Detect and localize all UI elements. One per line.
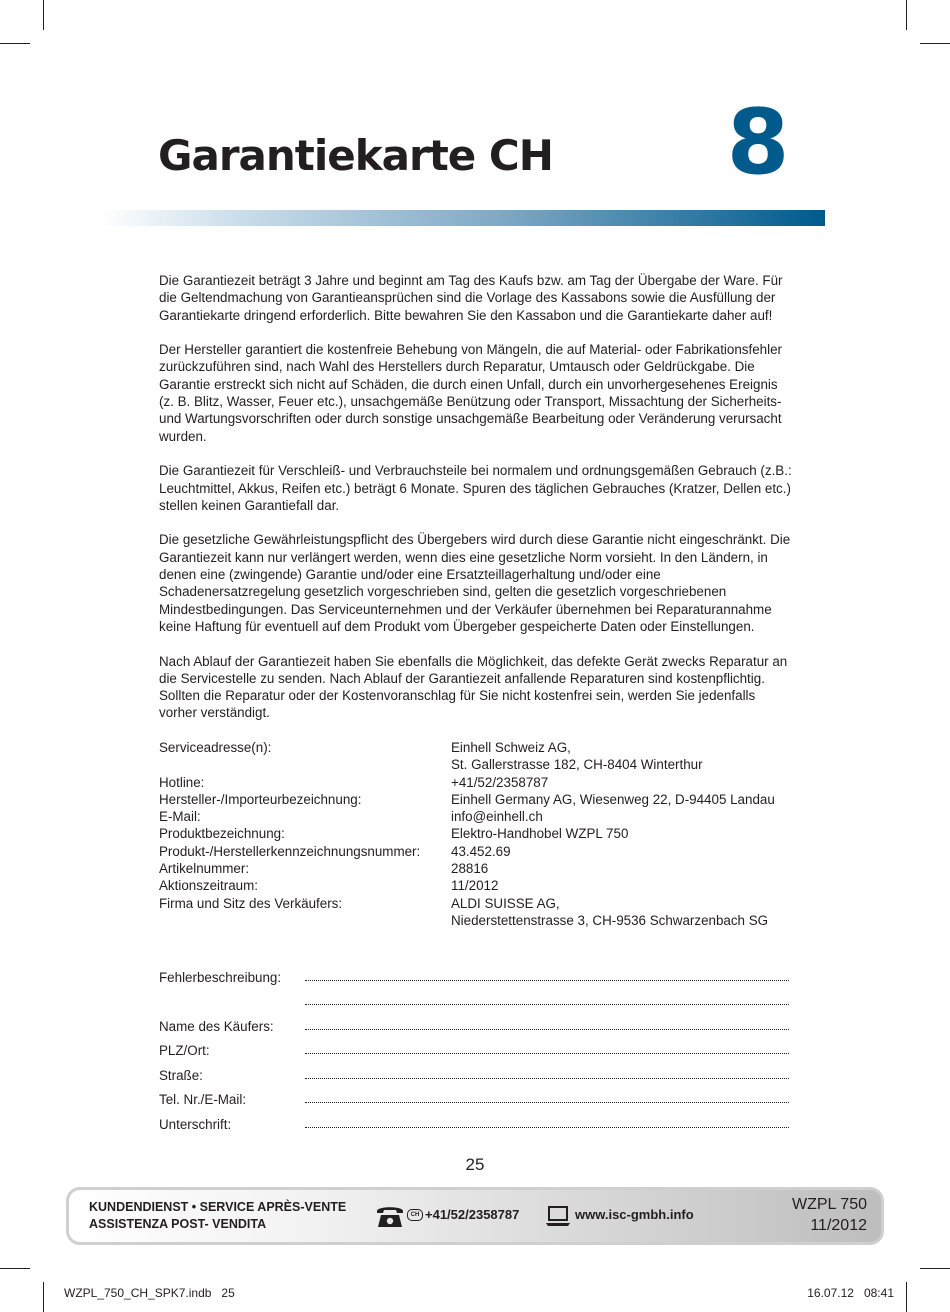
telephone-icon: [375, 1203, 405, 1229]
dotted-fill-line[interactable]: [305, 1052, 789, 1054]
info-label: Artikelnummer:: [159, 861, 250, 877]
dotted-fill-line[interactable]: [305, 1003, 789, 1005]
info-row: [159, 791, 799, 808]
dotted-fill-line[interactable]: [305, 979, 789, 981]
info-value: 11/2012: [451, 878, 499, 894]
hotline-number: +41/52/2358787: [425, 1207, 520, 1222]
info-label: Firma und Sitz des Verkäufers:: [159, 895, 343, 911]
page-number: 25: [465, 1155, 485, 1174]
info-value: Einhell Schweiz AG,: [451, 740, 571, 755]
footer-bar: [66, 1187, 884, 1245]
paragraph: Die Garantiezeit für Verschleiß- und Verbrauchsteile bei normalem und ordnungsgemäßen Gebrauch (z.B.: Leuchtmittel, Akkus, Reifen etc.) beträgt 6 Monate. Spuren des täglichen Gebrauches (Kratzer, Dellen etc.) stellen keinen Garantiefall dar.: [159, 463, 792, 513]
service-line-2: ASSISTENZA POST- VENDITA: [89, 1217, 267, 1231]
file-slug: WZPL_750_CH_SPK7.indb 25: [64, 1286, 235, 1300]
paragraph: Der Hersteller garantiert die kostenfreie Behebung von Mängeln, die auf Material- oder Fabrikationsfehler zurückzuführen sind, nach Wahl des Herstellers durch Reparatur, Umtausch oder Geldrückgabe. Die Garantie erstreckt sich nicht auf Schäden, die durch einen Unfall, durch ein unvorhergesehenes Ereignis (z. B. Blitz, Wasser, Feuer etc.), unsachgemäße Benützung oder Transport, Missachtung der Sicherheits- und Wartungsvorschriften oder durch sonstige unsachgemäße Bearbeitung oder Veränderung verursacht wurden.: [159, 342, 782, 444]
info-row: [159, 877, 799, 894]
dotted-fill-line[interactable]: [305, 1101, 789, 1103]
info-row: [159, 912, 799, 929]
paragraph: Die Garantiezeit beträgt 3 Jahre und beginnt am Tag des Kaufs bzw. am Tag der Übergabe der Ware. Für die Geltendmachung von Garantieansprüchen sind die Vorlage des Kassabons sowie die Ausfüllung der Garantiekarte dringend erforderlich. Bitte bewahren Sie den Kassabon und die Garantiekarte daher auf!: [159, 273, 783, 323]
crop-mark: [906, 1282, 907, 1312]
dotted-fill-line[interactable]: [305, 1126, 789, 1128]
form-row: [159, 1107, 789, 1132]
info-label: Serviceadresse(n):: [159, 740, 272, 755]
info-label: [159, 756, 451, 773]
info-row: [159, 739, 799, 756]
info-label: E-Mail:: [159, 809, 201, 825]
form-row: [159, 1034, 789, 1059]
dotted-fill-line[interactable]: [305, 1028, 789, 1030]
info-label: Produkt-/Herstellerkennzeichnungsnummer:: [159, 843, 421, 859]
info-row: [159, 774, 799, 791]
crop-mark: [43, 0, 44, 30]
info-value: ALDI SUISSE AG,: [451, 895, 560, 911]
service-label: [89, 1199, 346, 1233]
info-label: Hotline:: [159, 774, 205, 790]
form-label: Tel. Nr./E-Mail:: [159, 1092, 247, 1107]
warranty-form: [159, 960, 789, 1132]
info-row: [159, 756, 799, 773]
info-label: Hersteller-/Importeurbezeichnung:: [159, 791, 362, 807]
crop-mark: [920, 43, 950, 44]
service-info-table: [159, 739, 799, 929]
page-title: Garantiekarte CH: [158, 131, 553, 180]
crop-mark: [0, 1268, 30, 1269]
service-line-1: KUNDENDIENST • SERVICE APRÈS-VENTE: [89, 1200, 347, 1214]
laptop-icon: [545, 1205, 571, 1227]
info-value: Niederstettenstrasse 3, CH-9536 Schwarzenbach SG: [451, 912, 769, 928]
info-row: [159, 808, 799, 825]
info-value: 28816: [451, 861, 489, 877]
crop-mark: [906, 0, 907, 30]
info-value: St. Gallerstrasse 182, CH-8404 Winterthur: [451, 757, 703, 773]
form-row: [159, 1009, 789, 1034]
form-row: [159, 985, 789, 1010]
form-label: Name des Käufers:: [159, 1018, 274, 1034]
country-badge: CH: [407, 1209, 423, 1221]
info-row: [159, 895, 799, 912]
info-value: Einhell Germany AG, Wiesenweg 22, D-94405 Landau: [451, 791, 775, 807]
info-row: [159, 860, 799, 877]
body-text: [159, 272, 793, 739]
crop-mark: [0, 43, 30, 44]
info-row: [159, 825, 799, 842]
timestamp-slug: 16.07.12 08:41: [807, 1286, 894, 1300]
model-name: WZPL 750: [792, 1196, 867, 1213]
header-gradient-bar: [100, 210, 825, 226]
paragraph: Die gesetzliche Gewährleistungspflicht des Übergebers wird durch diese Garantie nicht eingeschränkt. Die Garantiezeit kann nur verlängert werden, wenn dies eine gesetzliche Norm vorsieht. In den Ländern, in denen eine (zwingende) Garantie und/oder eine Ersatzteillagerhaltung und/oder eine Schadenersatzregelung gesetzlich vorgeschrieben sind, gelten die gesetzlich vorgeschriebenen Mindestbedingungen. Das Serviceunternehmen und der Verkäufer übernehmen bei Reparaturannahme keine Haftung für eventuell auf dem Produkt vom Übergeber gespeicherte Daten oder Einstellungen.: [159, 532, 791, 634]
paragraph: Nach Ablauf der Garantiezeit haben Sie ebenfalls die Möglichkeit, das defekte Gerät zwecks Reparatur an die Servicestelle zu senden. Nach Ablauf der Garantiezeit anfallende Reparaturen sind kostenpflichtig. Sollten die Reparatur oder der Kostenvoranschlag für Sie nicht kostenfrei sein, werden Sie jedenfalls vorher verständigt.: [159, 653, 788, 721]
info-value: +41/52/2358787: [451, 774, 549, 790]
form-row: [159, 960, 789, 985]
chapter-number: 8: [726, 90, 790, 195]
form-label: PLZ/Ort:: [159, 1043, 210, 1058]
model-date: 11/2012: [810, 1217, 867, 1234]
info-value: Elektro-Handhobel WZPL 750: [451, 826, 629, 842]
form-row: [159, 1083, 789, 1108]
website-link[interactable]: www.isc-gmbh.info: [575, 1207, 694, 1222]
info-label: [159, 912, 451, 929]
crop-mark: [920, 1268, 950, 1269]
form-label: Fehlerbeschreibung:: [159, 969, 282, 985]
info-row: [159, 843, 799, 860]
model-info: [792, 1194, 867, 1236]
info-value: info@einhell.ch: [451, 809, 543, 825]
form-label: Straße:: [159, 1067, 203, 1083]
crop-mark: [43, 1282, 44, 1312]
info-label: Produktbezeichnung:: [159, 826, 285, 842]
dotted-fill-line[interactable]: [305, 1077, 789, 1079]
form-label: Unterschrift:: [159, 1116, 232, 1132]
form-row: [159, 1058, 789, 1083]
info-label: Aktionszeitraum:: [159, 878, 258, 894]
info-value: 43.452.69: [451, 843, 511, 859]
